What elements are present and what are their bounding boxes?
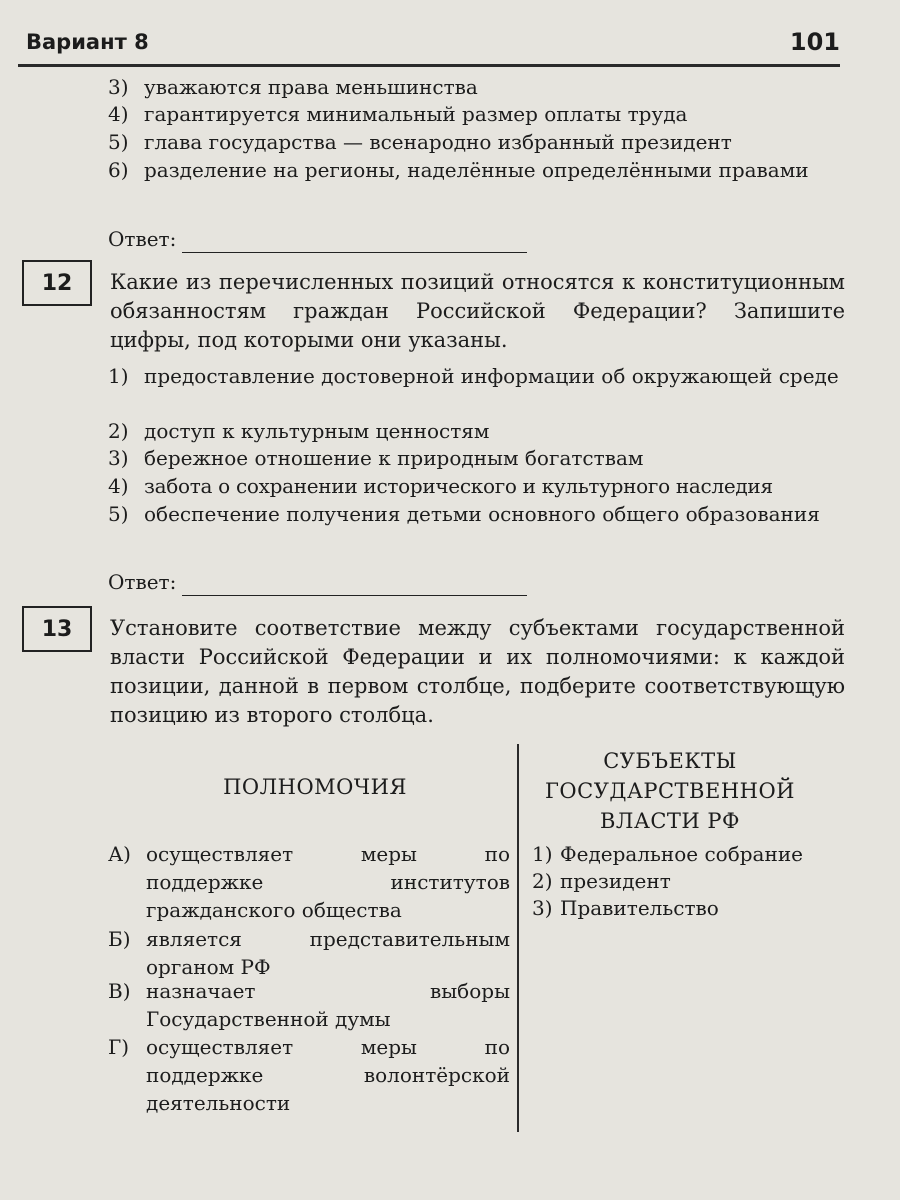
- column-header-powers: ПОЛНОМОЧИЯ: [223, 775, 407, 799]
- answer-line[interactable]: [182, 230, 527, 253]
- question-number-12: 12: [22, 260, 92, 306]
- q11-option-4: 4) гарантируется минимальный размер оплаты труда: [108, 102, 688, 126]
- q13-right-item-3: 3) Правительство: [532, 896, 719, 920]
- q13-left-item-v: В) назначает выборы Государственной думы: [108, 979, 510, 1031]
- q13-left-item-b: Б) является представительным органом РФ: [108, 927, 510, 979]
- answer-line[interactable]: [182, 573, 527, 596]
- q11-option-6: 6) разделение на регионы, наделённые определёнными правами: [108, 158, 809, 182]
- answer-label: Ответ:: [108, 227, 177, 251]
- q12-option-1: 1) предоставление достоверной информации об окружающей среде: [108, 364, 839, 388]
- q11-option-5: 5) глава государства — всенародно избранный президент: [108, 130, 732, 154]
- q12-answer: [108, 569, 527, 596]
- question-number-13: 13: [22, 606, 92, 652]
- q12-option-2: 2) доступ к культурным ценностям: [108, 419, 490, 443]
- page-header: [18, 28, 840, 67]
- answer-label: Ответ:: [108, 570, 177, 594]
- q13-text: Установите соответствие между субъектами государственной власти Российской Федерации и их полномочиями: к каждой позиции, данной в первом столбце, подберите соответствующую позицию из второго столбца.: [110, 616, 845, 727]
- q12-text: Какие из перечисленных позиций относятся к конституционным обязанностям граждан Российской Федерации? Запишите цифры, под которыми они указаны.: [110, 270, 845, 352]
- q12-option-4: 4) забота о сохранении исторического и культурного наследия: [108, 474, 773, 498]
- variant-label: Вариант 8: [26, 30, 149, 54]
- q11-answer: [108, 226, 527, 253]
- q12-option-5: 5) обеспечение получения детьми основного общего образования: [108, 502, 820, 526]
- column-header-subjects: СУБЪЕКТЫ ГОСУДАРСТВЕННОЙ ВЛАСТИ РФ: [545, 749, 795, 833]
- q13-left-item-g: Г) осуществляет меры по поддержке волонтёрской деятельности: [108, 1035, 510, 1115]
- q11-option-3: 3) уважаются права меньшинства: [108, 75, 478, 99]
- column-divider: [517, 744, 519, 1132]
- page-number: 101: [789, 28, 840, 56]
- q12-option-3: 3) бережное отношение к природным богатствам: [108, 446, 644, 470]
- q13-right-item-1: 1) Федеральное собрание: [532, 842, 803, 866]
- q13-left-item-a: А) осуществляет меры по поддержке институтов гражданского общества: [108, 842, 510, 922]
- q13-right-item-2: 2) президент: [532, 869, 671, 893]
